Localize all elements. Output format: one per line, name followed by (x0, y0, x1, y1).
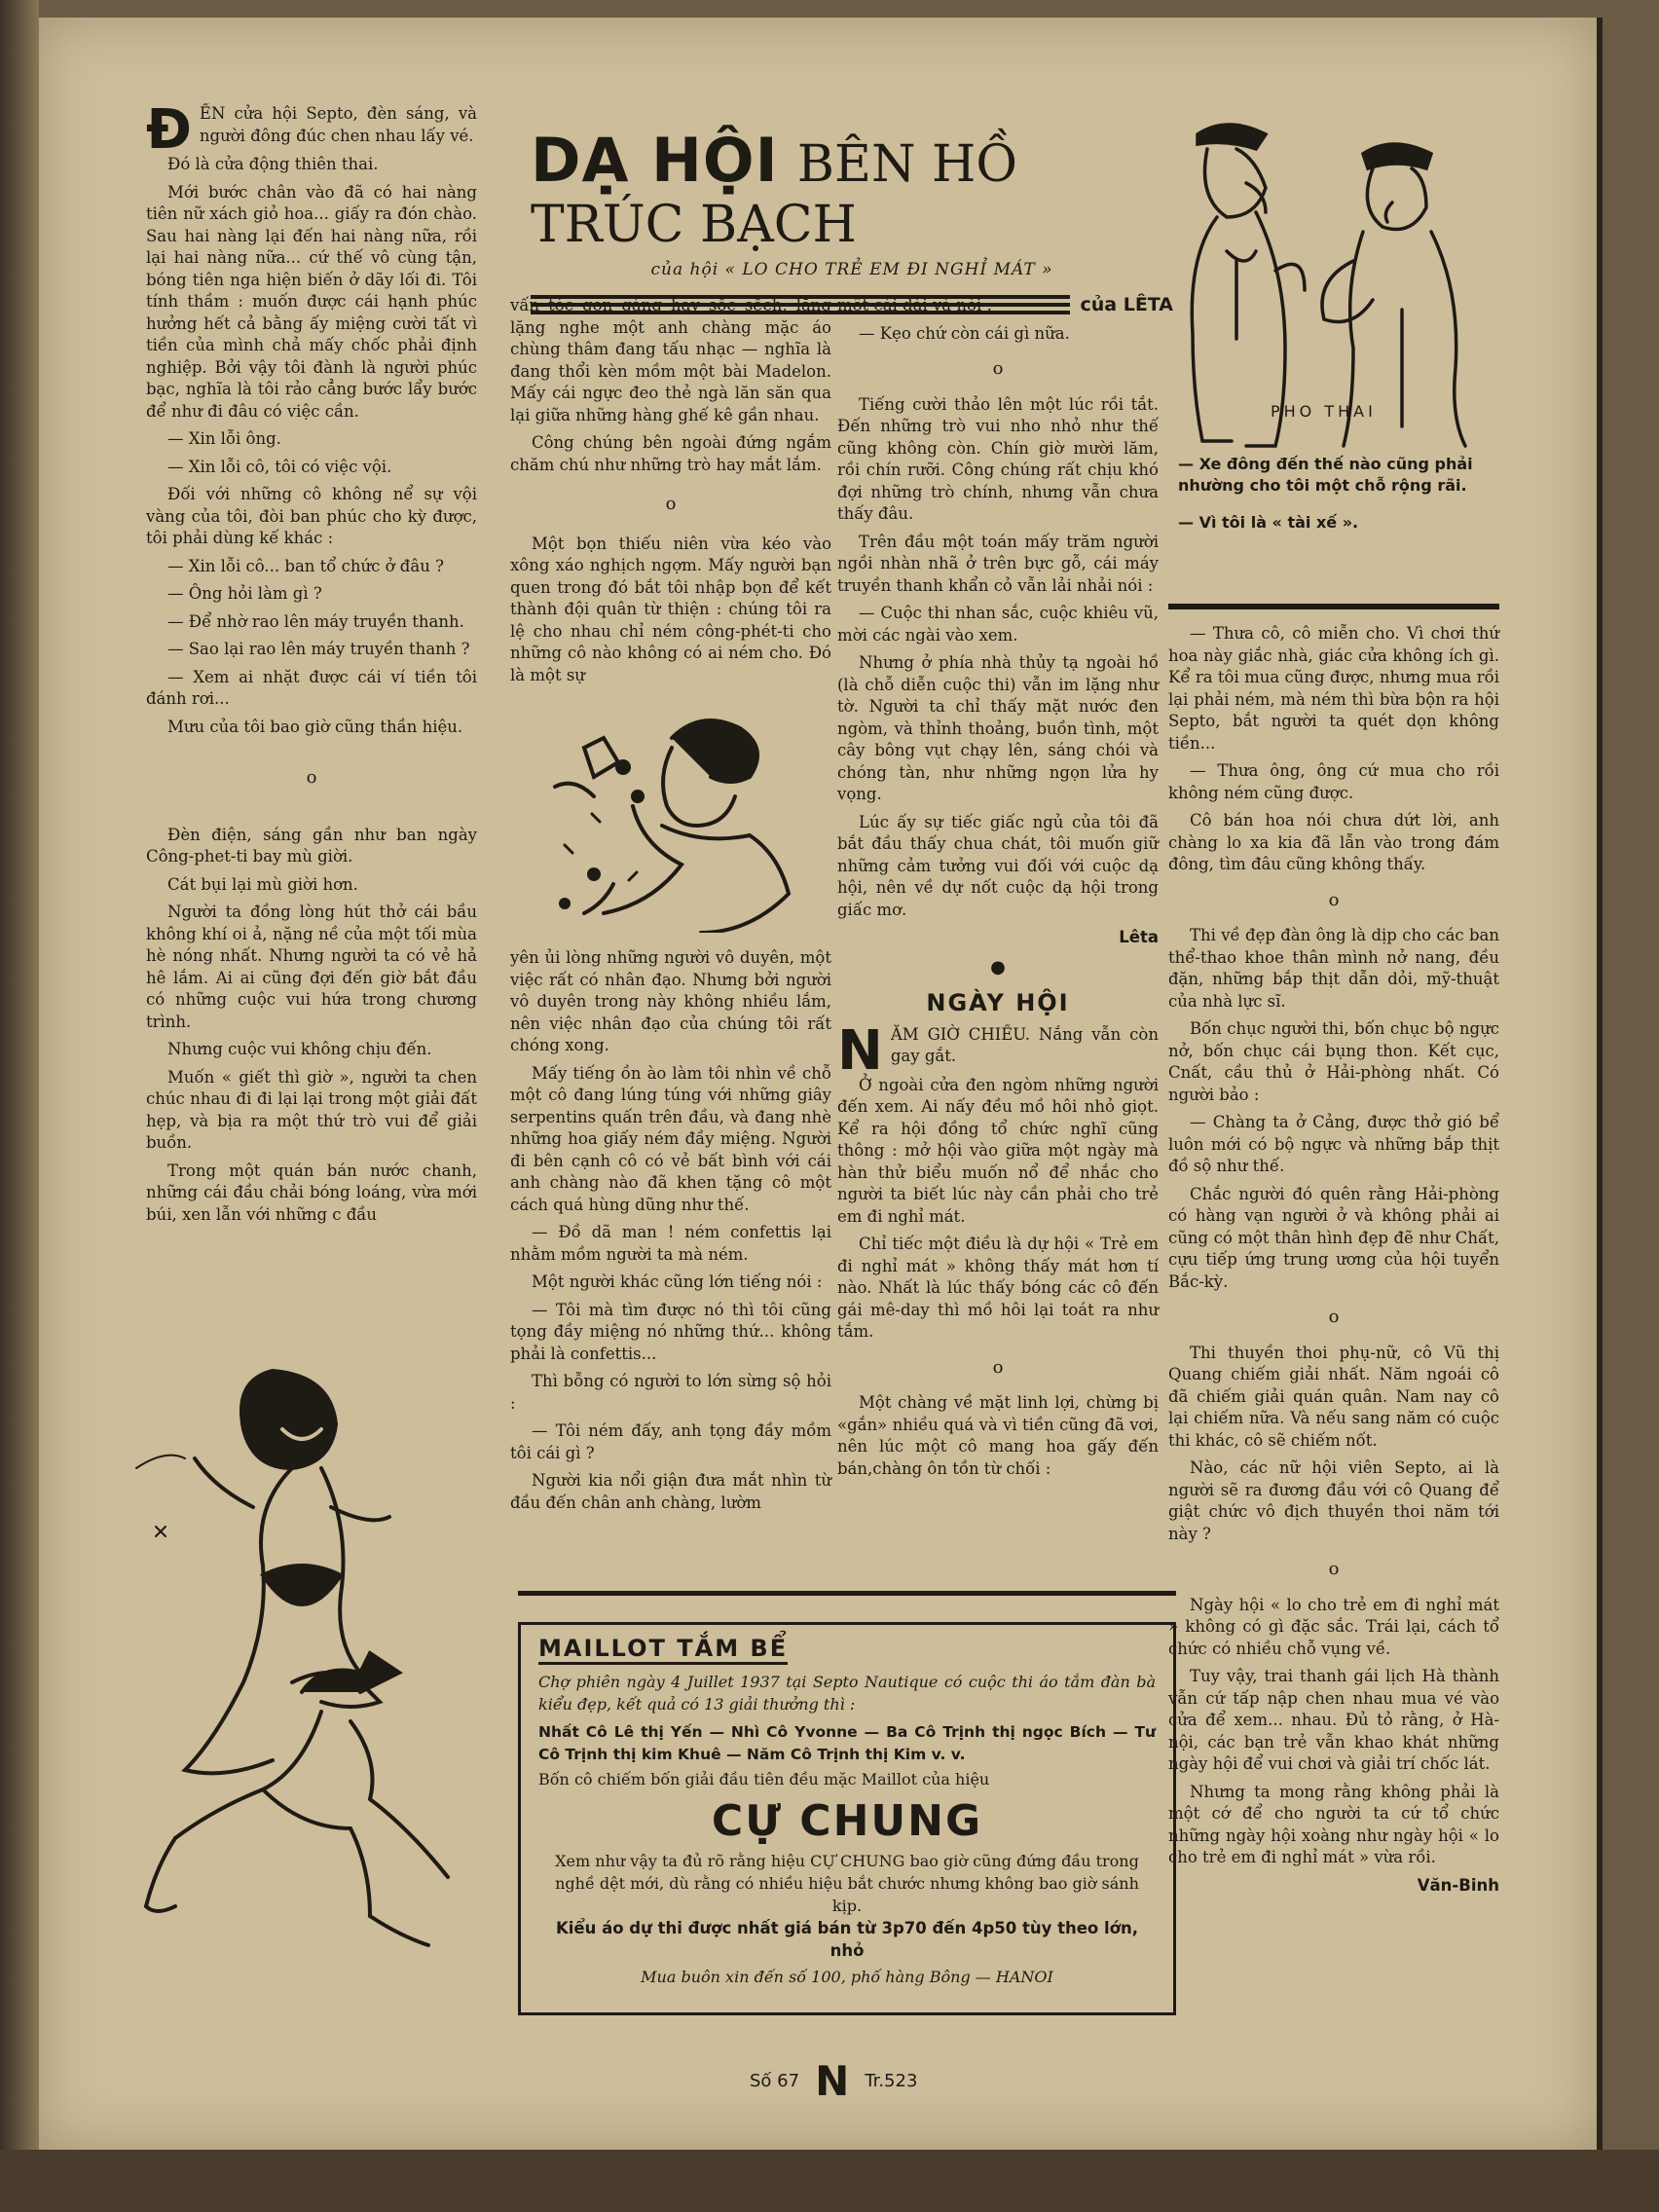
col4-para: — Chàng ta ở Cảng, được thở gió bể luôn mới có bộ ngực và những bắp thịt đồ sộ như thế. (1168, 1113, 1499, 1175)
ad-price: Kiểu áo dự thi được nhất giá bán từ 3p70 đến 4p50 tùy theo lớn, nhỏ (555, 1919, 1139, 1960)
col2-para: — Đồ dã man ! ném confettis lại nhằm mồm người ta mà ném. (510, 1223, 831, 1264)
col3-para: Một chàng về mặt linh lợi, chừng bị «gắn» nhiều quá và vì tiền cũng đã vơi, nên lúc một cô mang hoa gấy đến bán,chàng ôn tồn từ chối : (837, 1393, 1159, 1478)
book-spine (0, 0, 39, 2212)
col2-para: Công chúng bên ngoài đứng ngắm chăm chú như những trò hay mắt lắm. (510, 433, 831, 474)
page-number: Tr.523 (865, 2071, 918, 2091)
col3-intro: ĂM GIỜ CHIỀU. Nắng vẫn còn gay gắt. (890, 1024, 1159, 1065)
col2-para: Mấy tiếng ồn ào làm tôi nhìn về chỗ một cô đang lúng túng với những giây serpentins quấn trên đầu, và đang nhè những hoa giấy ném đầy miệng. Người đi bên cạnh cô có vẻ bất bình với cái anh chàng nào đã khen tặng cô một cách quá hùng dũng như thế. (510, 1063, 831, 1214)
caption-rule (1168, 604, 1499, 609)
col3-para: Chỉ tiếc một điều là dự hội « Trẻ em đi nghỉ mát » không thấy mát hơn tí nào. Nhất là lúc thấy bóng các cô đến gái mê-day thì mồ hôi lại toát ra như tắm. (837, 1235, 1159, 1341)
col1-para: Đèn điện, sáng gần như ban ngày Công-phet-ti bay mù giời. (146, 825, 477, 866)
col1-para: Đối với những cô không nể sự vội vàng của tôi, đòi ban phúc cho kỳ được, tôi phải dùng kế khác : (146, 485, 477, 547)
col1-para: — Để nhờ rao lên máy truyền thanh. (167, 611, 464, 631)
col4-para: Thi thuyền thoi phụ-nữ, cô Vũ thị Quang chiếm giải nhất. Năm ngoái cô đã chiếm giải quán quân. Nam nay cô lại chiếm nữa. Và nếu sang năm có cuộc thi khác, cô sẽ chiếm nốt. (1168, 1343, 1499, 1450)
column-2 (510, 295, 831, 692)
col3-para: một cái dài và nói : (837, 296, 993, 314)
col3-intro-block (837, 1024, 1159, 1075)
maillot-advertisement (518, 1622, 1176, 2015)
ad-line: Bốn cô chiếm bốn giải đầu tiên đều mặc Maillot của hiệu (538, 1770, 990, 1788)
signature-leta: Lêta (1119, 928, 1159, 946)
col1-intro: ẾN cửa hội Septo, đèn sáng, và người đông đúc chen nhau lấy vé. (199, 104, 477, 145)
section-heading: NGÀY HỘI (926, 989, 1070, 1016)
ad-top-rule (518, 1591, 1176, 1596)
section-separator: o (1328, 1559, 1340, 1579)
section-separator: o (1328, 889, 1340, 910)
confetti-woman-illustration (526, 709, 828, 933)
section-separator: o (992, 1356, 1004, 1378)
column-3 (837, 295, 1159, 1486)
col3-para: Lúc ấy sự tiếc giấc ngủ của tôi đã bắt đầu thấy chua chát, tôi muốn giữ những cảm tưởng vui đối với cuộc dạ hội, nên về dự nốt cuộc dạ hội trong giấc mơ. (837, 812, 1159, 919)
col4-para: Cô bán hoa nói chưa dứt lời, anh chàng lo xa kia đã lẫn vào trong đám đông, tìm đâu cũng không thấy. (1168, 811, 1499, 873)
col3-para: Ở ngoài cửa đen ngòm những người đến xem. Ai nấy đều mồ hôi nhỏ giọt. Kể ra hội đồng tổ chức nghĩ cũng thông : mở hội vào giữa một ngày mà hàn thử biểu muốn nổ để nhắc cho người ta biết lúc này cần phải cho trẻ em đi nghỉ mát. (837, 1075, 1159, 1226)
col4-para: — Thưa ông, ông cứ mua cho rồi không ném cũng được. (1168, 761, 1499, 802)
article-author: của LÊTA (1080, 294, 1173, 315)
col2-para: Một người khác cũng lớn tiếng nói : (532, 1272, 823, 1291)
col3-para: Tiếng cười thảo lên một lúc rồi tắt. Đến những trò vui nho nhỏ như thế cũng không còn. Chín giờ mười lăm, rồi chín rưỡi. Công chúng rất chịu khó đợi những trò chính, nhưng vẫn chưa thấy đâu. (837, 394, 1159, 523)
col1-para: — Xin lỗi cô, tôi có việc vội. (167, 457, 392, 476)
drop-cap: N (837, 1023, 883, 1075)
col4-para: Nào, các nữ hội viên Septo, ai là người sẽ ra đương đầu với cô Quang để giật chức vô địch thuyền thoi năm tới này ? (1168, 1458, 1499, 1543)
column-2-lower (510, 947, 831, 1520)
caption-line-2: — Vì tôi là « tài xế ». (1178, 513, 1359, 532)
col4-para: Bốn chục người thi, bốn chục bộ ngực nở, bốn chục cái bụng thon. Kết cục, Cnất, cầu thủ ở Hải-phòng nhất. Có người bảo : (1168, 1019, 1499, 1104)
col1-para: — Ông hỏi làm gì ? (167, 584, 322, 603)
article-subtitle: BÊN HỒ TRÚC BẠCH (531, 135, 1017, 254)
col1-para: — Sao lại rao lên máy truyền thanh ? (167, 640, 470, 658)
col1-para: Mới bước chân vào đã có hai nàng tiên nữ xách giỏ hoa... giấy ra đón chào. Sau hai nàng lại đến hai nàng nữa, rồi lại hai nàng nữa... cứ thế vô cùng tận, bóng tiên nga hiện biến ở dãy lối đi. Tôi tính thầm : muốn được cái hạnh phúc hưởng hết cả bằng ấy miệng cười tất vì tiền của mình chả mấy chốc phải định nghiệp. Bởi vậy tôi đành là người phúc bạc, nghĩa là tôi rảo cẳng bước lẩy bước để như đi đâu có việc cần. (146, 182, 477, 421)
ad-address: Mua buôn xin đến số 100, phố hàng Bông — HANOI (641, 1968, 1053, 1986)
issue-number: Số 67 (750, 2071, 800, 2091)
col3-para: — Cuộc thi nhan sắc, cuộc khiêu vũ, mời các ngài vào xem. (837, 604, 1159, 645)
col1-intro-block (146, 103, 477, 154)
col2-para: yên ủi lòng những người vô duyên, một việc rất có nhân đạo. Nhưng bởi người vô duyên trong này không nhiều lắm, nên việc nhân đạo của chúng tôi rất chóng xong. (510, 948, 831, 1054)
col1-para: Mưu của tôi bao giờ cũng thần hiệu. (167, 717, 463, 736)
col1-para: — Xem ai nhặt được cái ví tiền tôi đánh rơi... (146, 667, 477, 708)
column-4 (1168, 623, 1499, 1897)
dancing-couple-illustration (127, 1342, 477, 2004)
newspaper-logo: N (815, 2057, 850, 2105)
col1-para: Muốn « giết thì giờ », người ta chen chúc nhau đi đi lại lại trong một giải đất hẹp, và bịa ra một thứ trò vui để giải buồn. (146, 1067, 477, 1152)
ad-title: MAILLOT TẮM BỂ (538, 1635, 788, 1665)
col4-para: Thi về đẹp đàn ông là dịp cho các ban thể-thao khoe thân mình nở nang, đều đặn, những bắp thịt dẫn dỏi, mỹ-thuật của nhà lực sĩ. (1168, 926, 1499, 1011)
col1-para: Nhưng cuộc vui không chịu đến. (167, 1040, 432, 1058)
section-separator: o (665, 494, 677, 514)
ad-description: Xem như vậy ta đủ rõ rằng hiệu CỰ CHUNG bao giờ cũng đứng đầu trong nghề dệt mới, dù rằng có nhiều hiệu bắt chước nhưng không bao giờ sánh kịp. (555, 1852, 1139, 1915)
col3-para: — Kẹo chứ còn cái gì nữa. (859, 323, 1070, 343)
col4-para: Tuy vậy, trai thanh gái lịch Hà thành vẫn cứ tấp nập chen nhau mua vé vào cửa để xem... nhau. Đủ tỏ rằng, ở Hà-nội, các bạn trẻ vẫn khao khát những ngày hội để vui chơi và giải trí chốc lát. (1168, 1667, 1499, 1773)
col1-para: — Xin lỗi cô... ban tổ chức ở đâu ? (167, 556, 444, 575)
col4-para: Ngày hội « lo cho trẻ em đi nghỉ mát » không có gì đặc sắc. Trái lại, cách tổ chức có nhiều chỗ vụng về. (1168, 1595, 1499, 1658)
caption-line-1: — Xe đông đến thế nào cũng phải nhường cho tôi một chỗ rộng rãi. (1178, 455, 1473, 495)
col2-para: — Tôi mà tìm được nó thì tôi cũng tọng đầy miệng nó những thứ... không phải là confettis... (510, 1300, 831, 1363)
drop-cap: Đ (146, 103, 192, 154)
col1-para: — Xin lỗi ông. (167, 429, 281, 448)
article-masthead (531, 125, 1173, 318)
col2-para: — Tôi ném đấy, anh tọng đầy mồm tôi cái gì ? (510, 1421, 831, 1462)
col1-para: Trong một quán bán nước chanh, những cái đầu chải bóng loáng, vừa mới búi, xen lẫn với những c đầu (146, 1161, 477, 1224)
col2-para: Người kia nổi giận đưa mắt nhìn từ đầu đến chân anh chàng, lườm (510, 1471, 831, 1512)
col1-para: Người ta đồng lòng hút thở cái bầu không khí oi ả, nặng nề của một tối mùa hè nóng nhất. Nhưng người ta có vẻ hả hê lắm. Ai ai cũng đợi đến giờ bắt đầu có những cuộc vui hứa trong chương trình. (146, 903, 477, 1031)
col3-para: Nhưng ở phía nhà thủy tạ ngoài hồ (là chỗ diễn cuộc thi) vẫn im lặng như tờ. Người ta chỉ thấy mặt nước đen ngòm, và thỉnh thoảng, buồn tình, một cây bông vụt chạy lên, sáng chói và chóng tàn, như những ngọn lửa hy vọng. (837, 653, 1159, 803)
section-separator: o (992, 358, 1004, 379)
col4-para: Chắc người đó quên rằng Hải-phòng có hàng vạn người ở và không phải ai cũng có một thân hình đẹp đẽ như Chất, cựu tiếp ứng trung ương của hội tuyển Bắc-kỳ. (1168, 1184, 1499, 1291)
col2-para: Một bọn thiếu niên vừa kéo vào xông xáo nghịch ngợm. Mấy người bạn quen trong đó bắt tôi nhập bọn để kết thành đội quân từ thiện : chúng tôi ra lệ cho nhau chỉ ném công-phét-ti cho những cô nào không có ai ném cho. Đó là một sự (510, 534, 831, 684)
article-title: DẠ HỘI (531, 125, 779, 196)
section-separator: o (1328, 1307, 1340, 1327)
ad-intro: Chợ phiên ngày 4 Juillet 1937 tại Septo Nautique có cuộc thi áo tắm đàn bà kiểu đẹp, kết quả có 13 giải thưởng thì : (538, 1673, 1156, 1714)
ad-winners: Nhất Cô Lê thị Yến — Nhì Cô Yvonne — Ba Cô Trịnh thị ngọc Bích — Tư Cô Trịnh thị kim Khuê — Năm Cô Trịnh thị Kim v. v. (538, 1723, 1156, 1763)
col4-para: — Thưa cô, cô miễn cho. Vì chơi thứ hoa này giắc nhà, giác cửa không ích gì. Kể ra tôi mua cũng được, nhưng mua rồi lại phải ném, mà ném thì bừa bộn ra hội Septo, bắt người ta quét dọn không tiền... (1168, 624, 1499, 753)
section-separator: o (306, 767, 317, 788)
newspaper-page (39, 18, 1603, 2150)
bottom-edge (0, 2150, 1659, 2212)
illustration-caption (1178, 454, 1499, 534)
artist-signature: PHO THAI (1271, 402, 1377, 421)
col2-para: vấn tóc gọn gàng hay sốc sếch, lẳng lặng nghe một anh chàng mặc áo chùng thâm đang tấu nhạc — nghĩa là đang thổi kèn mồm một bài Madelon. Mấy cái ngực đeo thẻ ngà lăn săn qua lại giữa những hàng ghế kê gần nhau. (510, 296, 831, 424)
col4-para: Nhưng ta mong rằng không phải là một cớ để cho người ta cứ tổ chức những ngày hội xoàng như ngày hội « lo cho trẻ em đi nghỉ mát » vừa rồi. (1168, 1782, 1499, 1866)
signature-van-binh: Văn-Binh (1417, 1875, 1499, 1895)
col3-para: Trên đầu một toán mấy trăm người ngồi nhàn nhã ở trên bực gỗ, cái máy truyền thanh khẩn cỏ vẫn lải nhải nói : (837, 532, 1159, 595)
col1-para: Đó là cửa động thiên thai. (167, 155, 379, 173)
col2-para: Thì bỗng có người to lớn sừng sộ hỏi : (510, 1372, 831, 1413)
ad-brand: CỰ CHUNG (711, 1796, 983, 1846)
section-bullet: ● (990, 956, 1006, 977)
page-footer (750, 2057, 917, 2105)
col1-para: Cát bụi lại mù giời hơn. (167, 874, 358, 894)
two-men-illustration (1159, 115, 1509, 485)
article-organization: của hội « LO CHO TRẺ EM ĐI NGHỈ MÁT » (650, 260, 1053, 279)
column-1 (146, 103, 477, 1232)
